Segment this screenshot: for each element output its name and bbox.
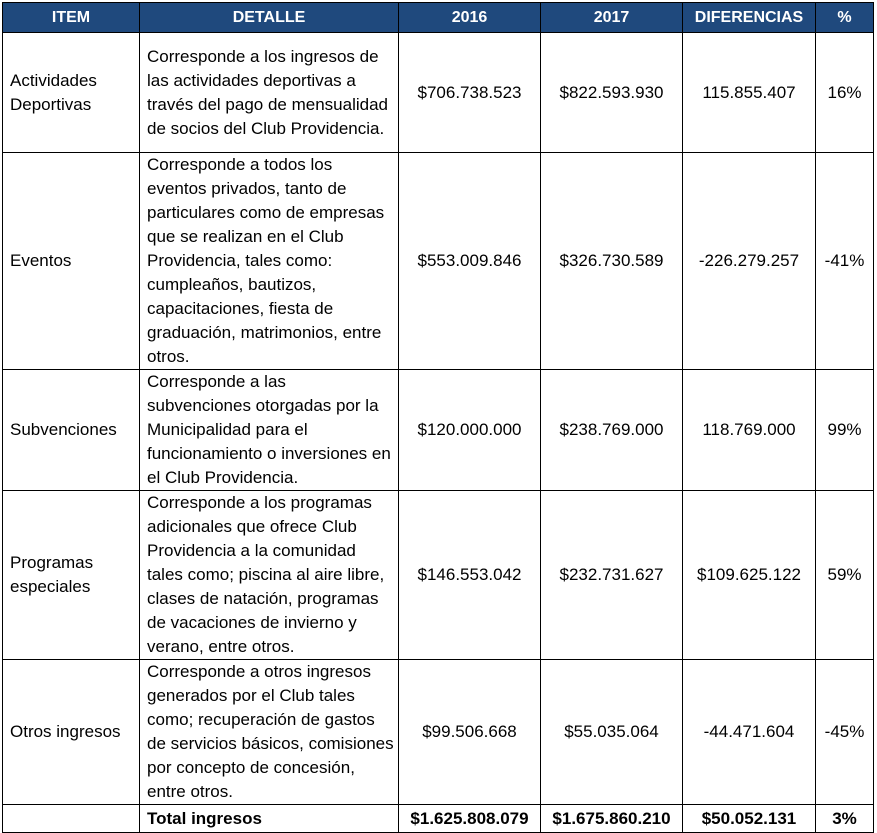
detalle-cell: Corresponde a las subvenciones otorgadas por la Municipalidad para el funcionamiento o inversiones en el Club Providencia.: [140, 370, 399, 491]
header-2017: 2017: [541, 3, 683, 33]
total-difference: $50.052.131: [683, 805, 816, 833]
total-2016: $1.625.808.079: [399, 805, 541, 833]
value-2017-cell: $55.035.064: [541, 660, 683, 805]
table-row: [3, 660, 874, 805]
income-table: [2, 2, 874, 833]
item-cell: Actividades Deportivas: [3, 33, 140, 153]
header-diferencias: DIFERENCIAS: [683, 3, 816, 33]
item-cell: Otros ingresos: [3, 660, 140, 805]
total-2017: $1.675.860.210: [541, 805, 683, 833]
header-item: ITEM: [3, 3, 140, 33]
header-percent: %: [816, 3, 874, 33]
percent-cell: 99%: [816, 370, 874, 491]
difference-cell: $109.625.122: [683, 491, 816, 660]
item-cell: Subvenciones: [3, 370, 140, 491]
value-2016-cell: $146.553.042: [399, 491, 541, 660]
detalle-cell: Corresponde a los ingresos de las actividades deportivas a través del pago de mensualidad de socios del Club Providencia.: [140, 33, 399, 153]
total-label: Total ingresos: [140, 805, 399, 833]
percent-cell: -45%: [816, 660, 874, 805]
percent-cell: 16%: [816, 33, 874, 153]
detalle-cell: Corresponde a los programas adicionales que ofrece Club Providencia a la comunidad tales como; piscina al aire libre, clases de natación, programas de vacaciones de invierno y verano, entre otros.: [140, 491, 399, 660]
value-2017-cell: $232.731.627: [541, 491, 683, 660]
detalle-cell: Corresponde a todos los eventos privados, tanto de particulares como de empresas que se realizan en el Club Providencia, tales como: cumpleaños, bautizos, capacitaciones, fiesta de graduación, matrimonios, entre otros.: [140, 153, 399, 370]
total-item-cell: [3, 805, 140, 833]
value-2016-cell: $706.738.523: [399, 33, 541, 153]
difference-cell: 115.855.407: [683, 33, 816, 153]
total-row: [3, 805, 874, 833]
percent-cell: 59%: [816, 491, 874, 660]
value-2017-cell: $238.769.000: [541, 370, 683, 491]
item-cell: Programas especiales: [3, 491, 140, 660]
item-cell: Eventos: [3, 153, 140, 370]
table-row: [3, 33, 874, 153]
table-row: [3, 491, 874, 660]
value-2016-cell: $99.506.668: [399, 660, 541, 805]
header-row: [3, 3, 874, 33]
header-detalle: DETALLE: [140, 3, 399, 33]
difference-cell: -44.471.604: [683, 660, 816, 805]
value-2016-cell: $120.000.000: [399, 370, 541, 491]
percent-cell: -41%: [816, 153, 874, 370]
detalle-cell: Corresponde a otros ingresos generados por el Club tales como; recuperación de gastos de servicios básicos, comisiones por concepto de concesión, entre otros.: [140, 660, 399, 805]
value-2017-cell: $822.593.930: [541, 33, 683, 153]
header-2016: 2016: [399, 3, 541, 33]
table-row: [3, 153, 874, 370]
value-2016-cell: $553.009.846: [399, 153, 541, 370]
difference-cell: -226.279.257: [683, 153, 816, 370]
value-2017-cell: $326.730.589: [541, 153, 683, 370]
difference-cell: 118.769.000: [683, 370, 816, 491]
total-percent: 3%: [816, 805, 874, 833]
table-row: [3, 370, 874, 491]
